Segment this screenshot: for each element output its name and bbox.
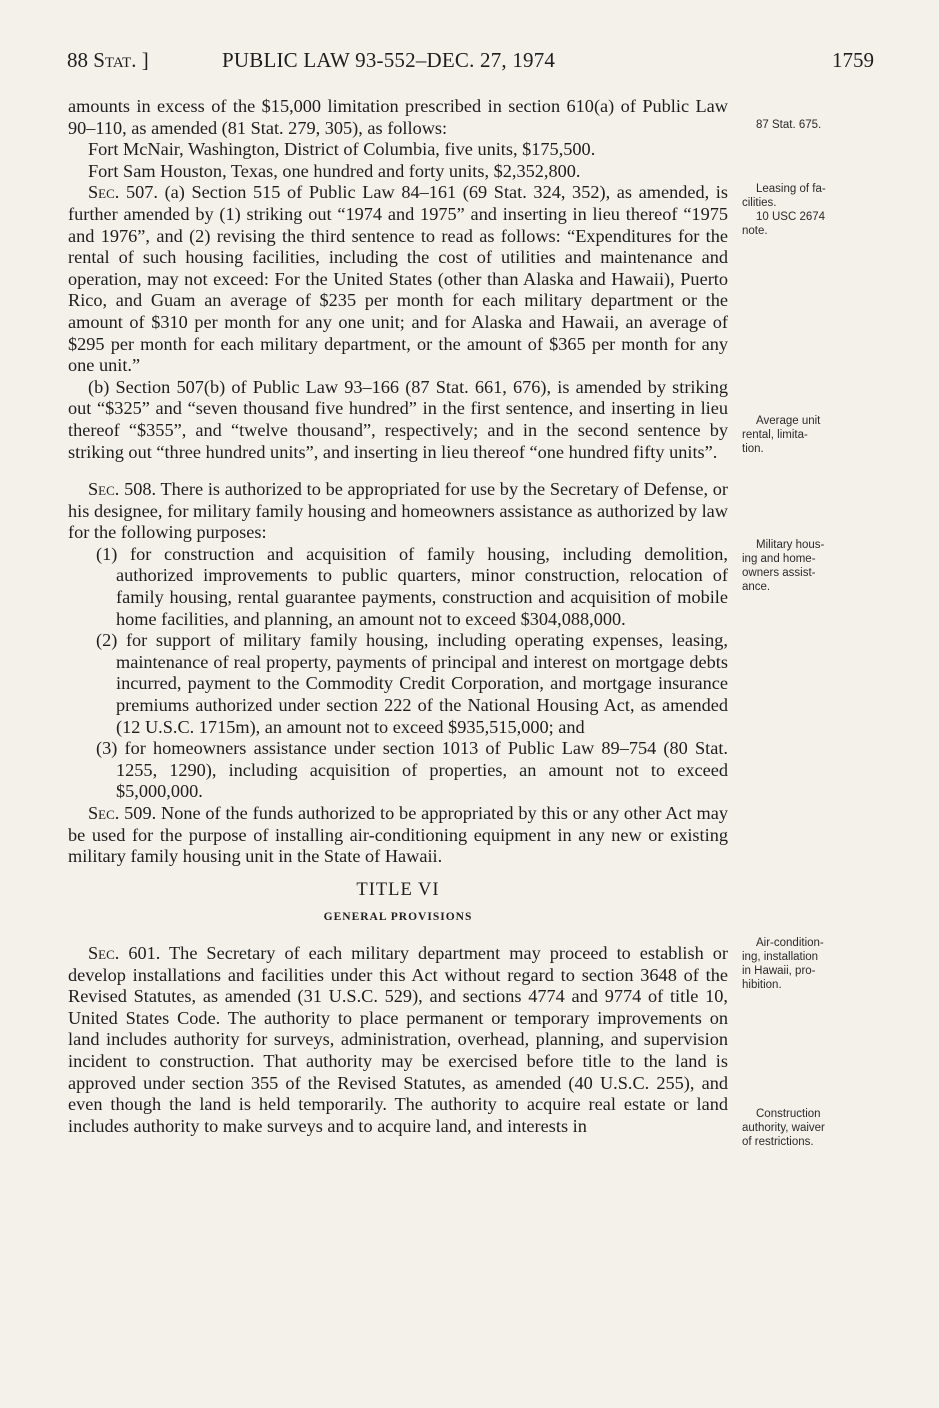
paragraph-intro: amounts in excess of the $15,000 limitation prescribed in section 610(a) of Public Law 90–110, as amended (81 Stat. 279, 305), as follows: (68, 96, 728, 138)
page-number: 1759 (832, 48, 874, 72)
section-label: Sec. 509. (88, 803, 157, 823)
paragraph-fort-sam-houston: Fort Sam Houston, Texas, one hundred and forty units, $2,352,800. (88, 160, 581, 181)
section-label: Sec. 507. (88, 182, 158, 203)
margin-note-construction-authority: Construction authority, waiver of restrictions. (742, 1108, 825, 1148)
margin-note-leasing: Leasing of fa- cilities. 10 USC 2674 note. (742, 183, 826, 237)
header-law-title: PUBLIC LAW 93-552–DEC. 27, 1974 (222, 48, 556, 72)
section-label: Sec. 508. (88, 479, 157, 500)
running-header (0, 48, 939, 78)
section-507b: (b) Section 507(b) of Public Law 93–166 (87 Stat. 661, 676), is amended by striking out “$325” and “seven thousand five hundred” in the first sentence, and inserting in lieu thereof “$355”, and “twelve thousand”, respectively; and in the second sentence by striking out “three hundred units”, and inserting in lieu thereof “one hundred fifty units”. (68, 376, 728, 462)
margin-note-average-unit-rental: Average unit rental, limita- tion. (742, 415, 821, 455)
paragraph-fort-mcnair: Fort McNair, Washington, District of Columbia, five units, $175,500. (88, 139, 596, 160)
list-item-1: (1) for construction and acquisition of family housing, including demolition, authorized improvements to public quarters, minor construction, relocation of family housing, rental guarantee payments, construction and acquisition of mobile home facilities, and planning, an amount not to exceed $304,088,000. (96, 543, 728, 629)
margin-note-stat-675: 87 Stat. 675. (756, 119, 822, 131)
section-507a (68, 182, 728, 376)
section-509 (68, 803, 728, 868)
list-item-2: (2) for support of military family housing, including operating expenses, leasing, maintenance of real property, payments of principal and interest on mortgage debts incurred, payment to the Commodity Credit Corporation, and mortgage insurance premiums authorized under section 222 of the National Housing Act, as amended (12 U.S.C. 1715m), an amount not to exceed $935,515,000; and (96, 630, 728, 737)
section-text: There is authorized to be appropriated for use by the Secretary of Defense, or his designee, for military family housing and homeowners assistance as authorized by law for the following purposes: (68, 479, 728, 543)
section-text: The Secretary of each military department may proceed to establish or develop installations and facilities under this Act without regard to section 3648 of the Revised Statutes, as amended (31 U.S.C. 529), and sections 4774 and 9774 of title 10, United States Code. The authority to place permanent or temporary improvements on land includes authority for surveys, administration, overhead, planning, and supervision incident to construction. That authority may be exercised before title to the land is approved under section 355 of the Revised Statutes, as amended (40 U.S.C. 255), and even though the land is held temporarily. The authority to acquire real estate or land includes authority to make surveys and to acquire land, and interests in (68, 942, 728, 1136)
header-stat-reference: 88 Stat. ] (67, 48, 149, 72)
main-text-column (68, 96, 728, 1137)
section-label: Sec. 601. (88, 942, 161, 963)
section-601 (68, 943, 728, 1137)
section-text: None of the funds authorized to be appropriated by this or any other Act may be used for the purpose of installing air-conditioning equipment in any new or existing military family housing unit in the State of Hawaii. (68, 803, 728, 867)
title-subheading: GENERAL PROVISIONS (323, 911, 473, 924)
margin-note-air-conditioning: Air-condition- ing, installation in Hawaii, pro- hibition. (742, 937, 824, 991)
section-text: (a) Section 515 of Public Law 84–161 (69 Stat. 324, 352), as amended, is further amended by (1) striking out “1974 and 1975” and inserting in lieu thereof “1975 and 1976”, and (2) revising the third sentence to read as follows: “Expenditures for the rental of such housing facilities, including the cost of utilities and maintenance and operation, may not exceed: For the United States (other than Alaska and Hawaii), Puerto Rico, and Guam an average of $235 per month for each military department or the amount of $310 per month for any one unit; and for Alaska and Hawaii, an average of $295 per month for each military department, or the amount of $365 per month for any one unit.” (68, 182, 728, 376)
list-item-3: (3) for homeowners assistance under section 1013 of Public Law 89–754 (80 Stat. 1255, 1290), including acquisition of properties, an amount not to exceed $5,000,000. (96, 738, 728, 802)
title-heading: TITLE VI (356, 879, 440, 900)
margin-note-military-housing: Military hous- ing and home- owners assist- ance. (742, 539, 825, 593)
section-508 (68, 479, 728, 544)
